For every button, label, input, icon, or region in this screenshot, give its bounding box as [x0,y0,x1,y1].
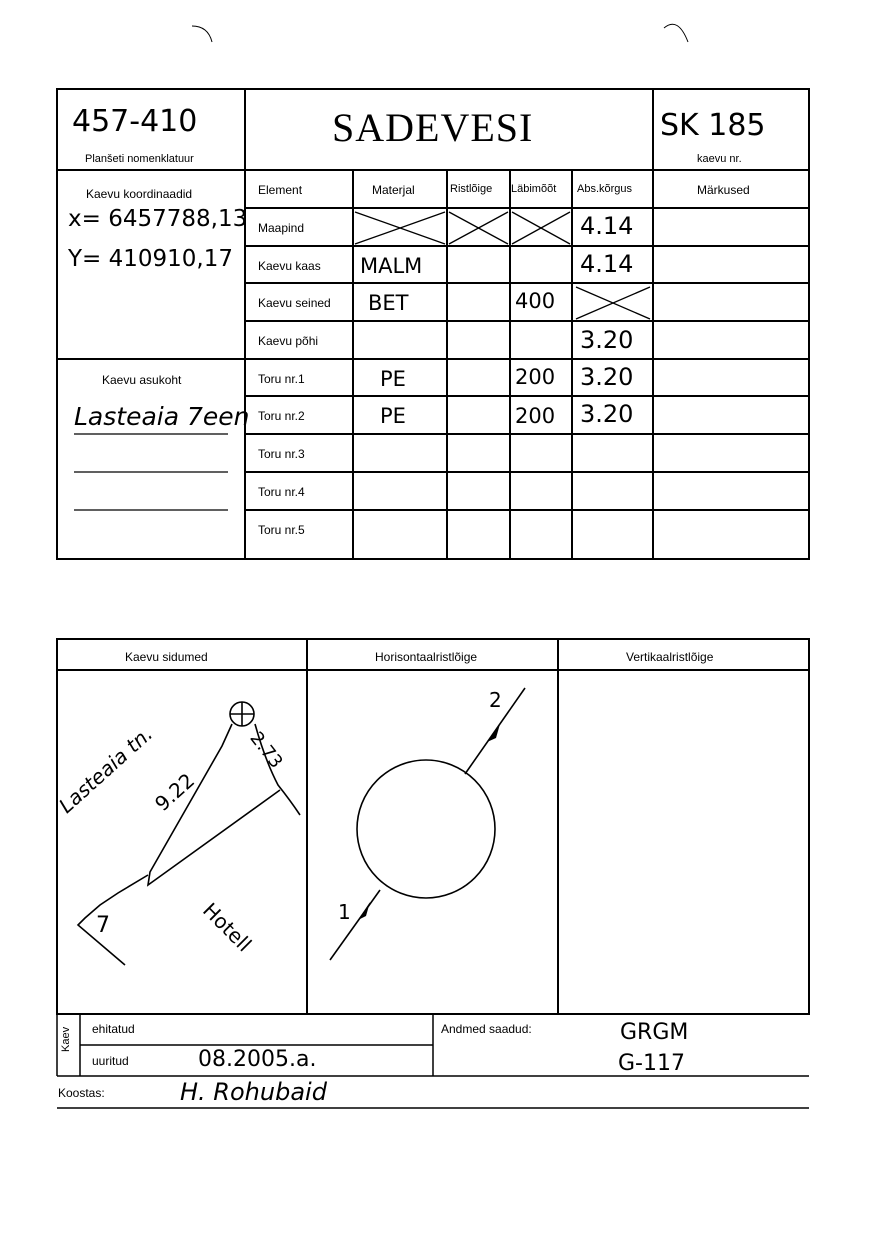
diameter-value: 200 [515,404,556,428]
page-title: SADEVESI [332,105,534,150]
row-element-label: Kaevu kaas [258,259,321,273]
data-source-label: Andmed saadud: [441,1022,532,1036]
coordinates-label: Kaevu koordinaadid [86,187,193,201]
street-name: Lasteaia tn. [54,721,158,818]
diameter-value: 400 [515,289,556,313]
col-header-cross-section: Ristlõige [450,183,493,195]
col-header-element: Element [258,183,303,197]
col-header-abs-height: Abs.kõrgus [577,183,633,195]
coordinate-x: x= 6457788,13 [68,206,248,232]
well-number-label: kaevu nr. [697,153,742,165]
location-value: Lasteaia 7een [74,402,250,431]
height-value: 3.20 [580,363,634,391]
building-number: 7 [96,913,110,938]
col-header-remarks: Märkused [697,183,750,197]
author-label: Koostas: [58,1086,105,1100]
row-element-label: Kaevu seined [258,296,331,310]
location-label: Kaevu asukoht [102,373,182,387]
height-value: 3.20 [580,400,634,428]
material-value: MALM [360,254,423,278]
height-value: 3.20 [580,326,634,354]
height-value: 4.14 [580,212,634,240]
row-element-label: Toru nr.4 [258,485,305,499]
col-header-material: Materjal [372,183,415,197]
row-element-label: Toru nr.1 [258,372,305,386]
measured-label: uuritud [92,1054,129,1068]
sketch-col-header-vertical: Vertikaalristlõige [626,650,714,664]
row-element-label: Toru nr.5 [258,523,305,537]
author-value: H. Rohubaid [180,1078,327,1106]
distance-2-73: 2.73 [245,728,287,773]
row-element-label: Toru nr.2 [258,409,305,423]
hotel-label: Hotell [198,898,257,957]
row-element-label: Kaevu põhi [258,334,319,348]
nomenclature-value: 457-410 [72,104,198,139]
col-header-diameter: Läbimõõt [511,183,557,195]
row-element-label: Toru nr.3 [258,447,305,461]
sketch-col-header-horizontal: Horisontaalristlõige [375,650,478,664]
material-value: BET [368,291,409,315]
height-value: 4.14 [580,250,634,278]
data-source-line1: GRGM [620,1020,689,1045]
pipe-1-label: 1 [338,900,351,924]
nomenclature-label: Planšeti nomenklatuur [85,153,194,165]
material-value: PE [380,404,406,428]
kaev-vertical-label: Kaev [60,1026,72,1052]
material-value: PE [380,367,406,391]
diameter-value: 200 [515,365,556,389]
row-element-label: Maapind [258,221,305,235]
built-label: ehitatud [92,1022,135,1036]
distance-9-22: 9.22 [150,768,200,816]
pipe-2-label: 2 [489,688,502,712]
data-source-line2: G-117 [618,1051,685,1076]
measured-value: 08.2005.a. [198,1047,317,1072]
well-number-value: SK 185 [660,108,766,143]
sketch-col-header-bindings: Kaevu sidumed [125,650,208,664]
coordinate-y: Y= 410910,17 [68,246,234,272]
